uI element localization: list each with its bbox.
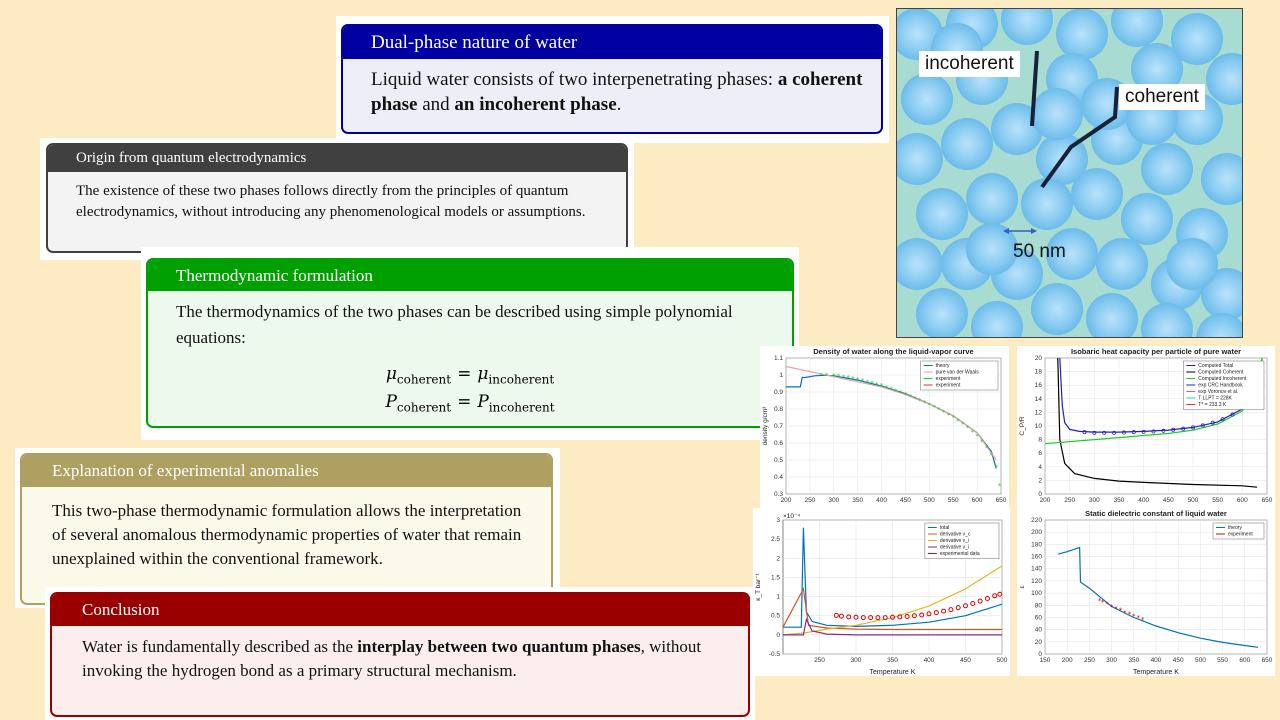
y-multiplier-label: ×10⁻⁴ [783,513,801,520]
x-tick-label: 250 [814,657,825,664]
legend-entry: theory [1228,525,1242,531]
y-axis-label: C_P/R [1019,416,1026,436]
x-tick-label: 400 [1138,497,1150,504]
eq-subscript: incoherent [488,400,555,415]
y-tick-label: 40 [1034,626,1042,634]
y-axis-label: κ_T bar⁻¹ [755,573,762,601]
incoherent-phase-emphasis: an incoherent phase [454,94,617,115]
density-chart [760,346,1009,508]
coherent-domain [1021,178,1073,230]
equation-chemical-potential [148,363,792,391]
legend-entry: T* = 233.3 K [1198,402,1227,408]
legend-entry: derivative v_i [939,538,970,544]
data-point: * [870,379,874,388]
dual-phase-text-part: . [616,94,622,115]
eq-subscript: coherent [396,372,452,387]
conclusion-title: Conclusion [52,594,748,626]
x-tick-label: 250 [804,497,816,504]
anomalies-title: Explanation of experimental anomalies [22,455,551,487]
x-tick-label: 500 [1194,657,1206,664]
data-point: * [1100,598,1105,607]
x-axis-label: Temperature K [1133,669,1179,676]
y-tick-label: 8 [1038,436,1042,444]
x-tick-label: 600 [1239,657,1251,664]
data-point: * [898,389,903,398]
data-point: * [879,382,884,391]
coherent-phase-emphasis: a coherent phase [371,69,863,115]
data-point: * [975,432,979,441]
eq-subscript: coherent [396,400,452,415]
x-tick-label: 450 [960,657,971,664]
data-point: * [984,443,989,452]
data-point: * [832,372,836,381]
coherent-domain [1056,9,1108,60]
data-point: * [922,399,927,408]
legend-entry: T LLPT = 228K [1198,395,1232,402]
p-symbol: P [385,392,397,413]
legend-entry: total [939,525,950,531]
data-point: * [937,406,941,415]
data-point: * [956,417,960,426]
data-point: * [927,401,932,410]
x-tick-label: 400 [876,497,887,504]
data-point: * [841,373,846,382]
thermodynamic-text: The thermodynamics of the two phases can be described using simple polynomial equations: [176,302,733,347]
dielectric-chart [1017,508,1275,676]
heat-capacity-chart [1017,346,1275,508]
data-point: * [1136,613,1140,622]
y-tick-label: 12 [1034,409,1042,417]
data-point: * [824,371,829,380]
anomalies-text: This two-phase thermodynamic formulation allows the interpretation of several anomalous thermodynamic properties of water that remain unexplained within the conventional framework. [52,501,522,568]
coherent-domain [1031,88,1083,140]
y-tick-label: 0 [776,631,780,639]
data-point: * [908,392,912,401]
data-point: * [875,381,879,390]
x-tick-label: 200 [1061,657,1073,664]
x-tick-label: 550 [947,497,959,504]
legend-entry: exp Voronov et al. [1198,389,1239,395]
dual-phase-title: Dual-phase nature of water [343,26,881,59]
legend-entry: Computed Total [1198,363,1234,369]
data-point: * [865,378,869,387]
coherent-domain [1071,168,1123,220]
dual-phase-text-part: and [417,94,455,115]
coherent-domain [901,73,953,125]
data-point: * [1132,612,1136,621]
x-tick-label: 350 [1113,497,1125,504]
conclusion-text-part: Water is fundamentally described as the [82,637,358,656]
x-tick-label: 200 [780,497,792,504]
y-tick-label: 20 [1034,355,1042,362]
legend-entry: theory [935,363,950,369]
x-tick-label: 600 [971,497,983,504]
y-tick-label: 4 [1038,463,1042,471]
y-tick-label: 6 [1038,450,1042,458]
x-tick-label: 350 [852,497,864,504]
legend-entry: Computed Coherent [1198,369,1244,376]
x-tick-label: 450 [1172,657,1184,664]
coherent-domain [1031,283,1083,335]
data-point: * [819,371,823,380]
x-tick-label: 300 [1088,497,1100,504]
y-tick-label: 1 [779,372,783,379]
data-point: * [970,428,975,437]
y-tick-label: 1.1 [773,355,783,362]
data-point: * [1123,608,1127,617]
y-tick-label: 0.9 [773,389,783,396]
data-point: * [913,394,917,403]
data-point: * [1118,606,1123,615]
y-tick-label: 14 [1034,395,1042,403]
x-tick-label: 200 [1039,497,1051,504]
legend-entry: experiment [935,382,961,389]
y-tick-label: 0.5 [773,457,783,464]
x-tick-label: 350 [887,657,898,664]
data-point: * [1114,604,1118,613]
x-tick-label: 500 [923,497,935,504]
y-tick-label: 200 [1031,529,1042,537]
data-point: * [946,411,951,420]
y-tick-label: 2 [776,555,780,563]
mu-symbol: μ [385,364,397,384]
y-axis-label: ε [1019,585,1026,589]
chart-title: Static dielectric constant of liquid water [1085,509,1227,518]
data-point: * [884,383,889,392]
qed-origin-text: The existence of these two phases follows directly from the principles of quantum electrodynamics, without introducing any phenomenological models or assumptions. [76,183,586,220]
dual-phase-text-part: Liquid water consists of two interpenetrating phases: [371,69,778,90]
scale-label: 50 nm [1013,241,1066,262]
y-tick-label: 2 [1038,477,1042,485]
x-tick-label: 600 [1236,497,1248,504]
coherent-domain [1121,193,1173,245]
y-tick-label: 2.5 [770,536,780,544]
thermodynamic-title: Thermodynamic formulation [148,260,792,291]
coherent-domain [1141,143,1193,195]
data-point: * [965,424,970,433]
data-point: * [997,482,1002,490]
data-point: * [980,437,984,446]
y-tick-label: 0.6 [773,440,783,447]
x-axis-label: Temperature K [869,669,916,676]
y-tick-label: 20 [1034,638,1042,646]
mu-symbol: μ [477,364,489,384]
y-tick-label: -0.5 [768,651,780,658]
y-tick-label: 180 [1031,541,1042,549]
x-tick-label: 300 [850,657,862,664]
data-point: * [941,408,946,417]
legend-entry: experiment [935,376,961,382]
data-point: * [894,387,898,396]
data-point: * [889,385,893,394]
y-tick-label: 0 [1038,491,1042,498]
y-axis-label: density g/cm³ [762,406,769,446]
y-tick-label: 3 [776,517,780,524]
chart-title: Density of water along the liquid-vapor curve [813,347,974,356]
x-tick-label: 500 [1187,497,1199,504]
coherent-domain [916,288,968,338]
coherent-domain [941,118,993,170]
y-tick-label: 60 [1034,614,1042,622]
y-tick-label: 140 [1031,565,1042,573]
data-point: * [989,451,994,460]
y-tick-label: 0 [1038,651,1042,658]
x-tick-label: 450 [1162,497,1174,504]
x-tick-label: 650 [1261,657,1273,664]
equals-sign: = [457,392,472,413]
coherent-domain [966,173,1018,225]
y-tick-label: 16 [1034,382,1042,390]
data-point: * [846,374,850,383]
legend-entry: Computed Incoherent [1198,376,1247,382]
y-tick-label: 120 [1031,577,1042,585]
legend-entry: experimental data [939,551,980,557]
chart-title: Isobaric heat capacity per particle of pure water [1070,347,1242,356]
data-point: * [836,372,841,381]
y-tick-label: 0.5 [770,612,780,620]
y-tick-label: 0.3 [773,491,783,498]
incoherent-label: incoherent [919,51,1020,77]
y-tick-label: 0.4 [773,474,783,481]
conclusion-text-part: , without invoking the hydrogen bond as a primary structural mechanism. [82,637,702,680]
equation-pressure [148,391,792,419]
dual-phase-text [343,59,881,117]
data-point: * [961,420,965,429]
data-point: * [860,377,865,386]
y-tick-label: 1 [776,593,780,601]
x-tick-label: 450 [900,497,911,504]
coherent-label: coherent [1119,84,1205,110]
x-tick-label: 300 [1106,657,1118,664]
x-tick-label: 400 [1150,657,1162,664]
data-point: * [932,403,936,412]
x-tick-label: 500 [996,657,1008,664]
data-point: * [1140,615,1145,624]
data-point: * [851,374,855,383]
data-point: * [1105,600,1109,609]
anomalies-block [20,453,553,605]
y-tick-label: 1.5 [770,574,780,582]
y-tick-label: 10 [1034,423,1042,430]
legend-entry: derivative v_i [939,544,970,551]
data-point: * [1097,596,1102,605]
legend-entry: derivative v_c [939,531,971,538]
conclusion-block [50,592,750,717]
p-symbol: P [477,392,489,413]
x-tick-label: 550 [1212,497,1224,504]
eq-subscript: incoherent [488,372,555,387]
data-point: * [903,391,908,400]
data-point: * [918,396,922,405]
y-tick-label: 80 [1034,602,1042,610]
conclusion-text [52,626,748,683]
x-tick-label: 300 [828,497,840,504]
coherent-domain [1096,238,1148,290]
x-tick-label: 250 [1064,497,1076,504]
qed-origin-title: Origin from quantum electrodynamics [48,145,626,172]
x-tick-label: 350 [1128,657,1140,664]
y-tick-label: 160 [1031,553,1042,561]
x-tick-label: 150 [1039,657,1051,664]
x-tick-label: 650 [995,497,1007,504]
x-tick-label: 650 [1261,497,1273,504]
equals-sign: = [457,364,472,384]
thermodynamic-block [146,258,794,428]
y-tick-label: 0.8 [773,406,783,413]
y-tick-label: 220 [1031,517,1042,524]
y-tick-label: 100 [1031,590,1042,598]
legend-entry: experiment [1228,531,1253,538]
y-tick-label: 0.7 [773,423,783,430]
compressibility-chart [753,508,1010,676]
coherent-domain [1166,238,1218,290]
data-point: * [994,463,998,472]
qed-origin-block [46,143,628,253]
legend-entry: pure van der Waals [935,369,979,376]
data-point: * [1109,602,1114,611]
y-tick-label: 18 [1034,368,1042,376]
data-point: * [951,414,955,423]
x-tick-label: 250 [1083,657,1095,664]
coherent-domains-illustration [896,8,1243,338]
data-point: * [855,375,860,384]
x-tick-label: 400 [923,657,935,664]
dual-phase-block [341,24,883,134]
coherent-domain [916,188,968,240]
legend-entry: exp CRC Handbook [1198,382,1243,389]
quantum-phases-emphasis: interplay between two quantum phases [357,637,641,656]
x-tick-label: 550 [1217,657,1229,664]
data-point: * [1127,610,1132,619]
